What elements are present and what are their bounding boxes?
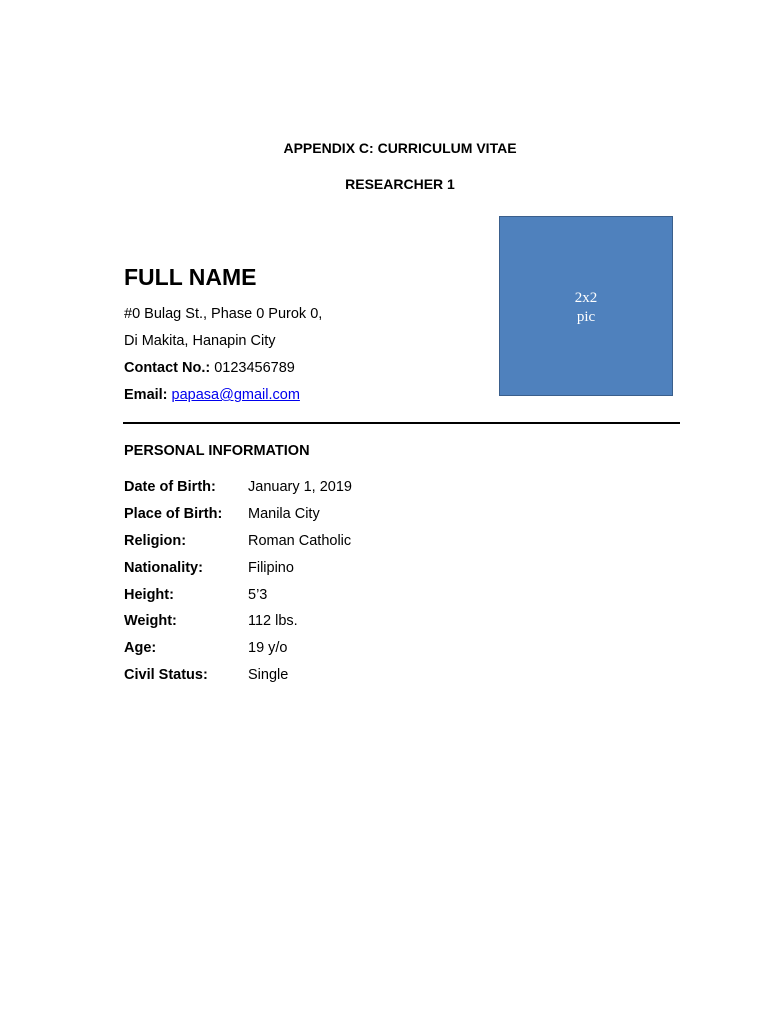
info-value: Single (248, 667, 289, 683)
info-label: Weight: (124, 613, 177, 629)
info-value: January 1, 2019 (248, 479, 352, 495)
info-row-height (124, 586, 524, 604)
info-row-date-of-birth (124, 478, 524, 496)
info-label: Religion: (124, 533, 187, 549)
info-value: 19 y/o (248, 640, 288, 656)
info-label: Age: (124, 640, 157, 656)
photo-caption-line1: 2x2 (574, 290, 598, 306)
info-value: 112 lbs. (248, 613, 298, 629)
info-row-civil-status (124, 666, 524, 684)
photo-caption (500, 289, 672, 327)
researcher-label: RESEARCHER 1 (345, 176, 455, 192)
info-row-religion (124, 532, 524, 550)
contact-label: Contact No.: (124, 360, 211, 376)
info-label: Nationality: (124, 560, 203, 576)
email-line (124, 386, 300, 404)
contact-line (124, 359, 295, 377)
info-value: 5’3 (248, 587, 268, 603)
section-divider (123, 422, 680, 424)
info-row-place-of-birth (124, 505, 524, 523)
info-label: Place of Birth: (124, 506, 223, 522)
address-line-2: Di Makita, Hanapin City (124, 333, 276, 349)
info-row-age (124, 639, 524, 657)
info-label: Date of Birth: (124, 479, 216, 495)
full-name: FULL NAME (124, 264, 257, 290)
photo-caption-line2: pic (576, 309, 596, 325)
info-value: Roman Catholic (248, 533, 352, 549)
appendix-title: APPENDIX C: CURRICULUM VITAE (283, 140, 517, 156)
contact-value: 0123456789 (214, 360, 295, 376)
info-label: Civil Status: (124, 667, 208, 683)
email-link[interactable]: papasa@gmail.com (171, 387, 300, 403)
email-label: Email: (124, 387, 168, 403)
info-row-weight (124, 612, 524, 630)
info-label: Height: (124, 587, 174, 603)
personal-info-title: PERSONAL INFORMATION (124, 443, 310, 459)
photo-placeholder (499, 216, 673, 396)
info-row-nationality (124, 559, 524, 577)
info-value: Filipino (248, 560, 294, 576)
info-value: Manila City (248, 506, 320, 522)
address-line-1: #0 Bulag St., Phase 0 Purok 0, (124, 306, 323, 322)
